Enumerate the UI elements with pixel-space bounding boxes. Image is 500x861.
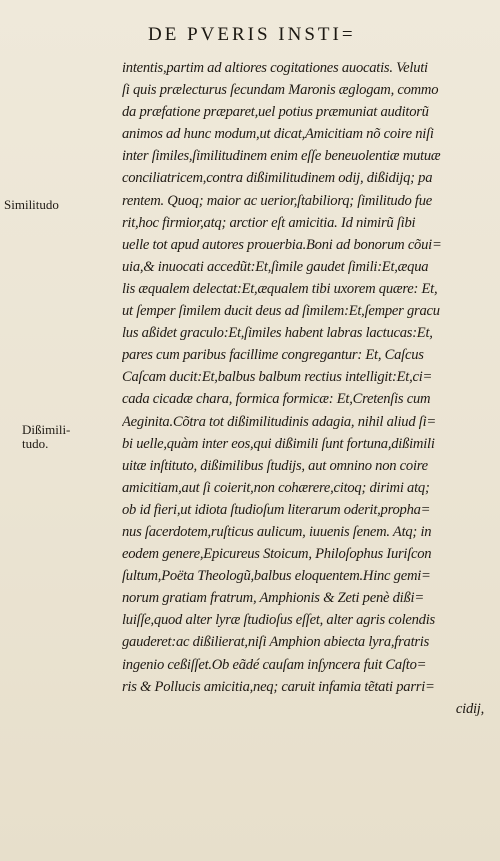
text-line: Caſcam ducit:Et,balbus balbum rectius intelligit:Et,ci= xyxy=(122,369,433,386)
text-line: eodem genere,Epicureus Stoicum, Philoſophus Iuriſcon xyxy=(122,546,432,563)
text-line: ris & Pollucis amicitia,neq; caruit infamia tẽtati parri= xyxy=(122,678,435,695)
text-line: rentem. Quoq; maior ac uerior,ſtabiliorq; ſimilitudo fue xyxy=(122,192,433,209)
text-line: uia,& inuocati accedũt:Et,ſimile gaudet ſimili:Et,æqua xyxy=(122,258,429,275)
text-line: ingenio ceßiſſet.Ob eãdé cauſam inſyncera fuit Caſto= xyxy=(122,656,427,673)
text-line: uelle tot apud autores prouerbia.Boni ad bonorum cõui= xyxy=(122,236,442,253)
catchword: cidij, xyxy=(455,700,484,717)
text-line: lis æqualem delectat:Et,æqualem tibi uxorem quære: Et, xyxy=(122,280,438,297)
text-line: luiſſe,quod alter lyræ ſtudioſus eſſet, alter agris colendis xyxy=(122,612,435,629)
text-line: lus aßidet graculo:Et,ſimiles habent labras lactucas:Et, xyxy=(122,325,433,342)
body-text xyxy=(122,57,494,720)
marginal-note-line: tudo. xyxy=(22,436,49,451)
text-line: ſi quis prælecturus ſecundam Maronis æglogam, commo xyxy=(122,82,439,99)
text-line: amicitiam,aut ſi coierit,non cohærere,citoq; dirimi atq; xyxy=(122,479,430,496)
marginal-note-similitudo xyxy=(4,198,114,212)
marginal-note-dissimilitudo xyxy=(22,423,132,451)
text-line: ob id fieri,ut idiota ſtudioſum literarum oderit,propha= xyxy=(122,501,431,518)
marginal-note-line: Dißimili- xyxy=(22,422,71,437)
text-line: conciliatricem,contra dißimilitudinem odij, dißidijq; pa xyxy=(122,170,433,187)
text-line: intentis,partim ad altiores cogitationes auocatis. Veluti xyxy=(122,60,428,76)
text-line: cada cicadæ chara, formica formicæ: Et,Cretenſis cum xyxy=(122,391,431,408)
text-line: norum gratiam fratrum, Amphionis & Zeti penè dißi= xyxy=(122,590,424,607)
text-line: nus ſacerdotem,ruſticus aulicum, iuuenis ſenem. Atq; in xyxy=(122,523,432,540)
text-line: ut ſemper ſimilem ducit deus ad ſimilem:Et,ſemper gracu xyxy=(122,303,440,320)
text-line: ſultum,Poëta Theologũ,balbus eloquentem.Hinc gemi= xyxy=(122,568,431,585)
text-line: da præfatione præparet,uel potius præmuniat auditorũ xyxy=(122,104,429,121)
text-line: uitæ inſtituto, dißimilibus ſtudijs, aut omnino non coire xyxy=(122,457,428,474)
text-line: animos ad hunc modum,ut dicat,Amicitiam nõ coire niſi xyxy=(122,126,434,143)
running-head: DE PVERIS INSTI= xyxy=(148,24,356,45)
text-line: Aeginita.Cõtra tot dißimilitudinis adagia, nihil aliud ſi= xyxy=(122,413,436,430)
text-line: inter ſimiles,ſimilitudinem enim eſſe beneuolentiæ mutuæ xyxy=(122,148,441,165)
text-line: pares cum paribus facillime congregantur: Et, Caſcus xyxy=(122,347,424,364)
text-line: bi uelle,quàm inter eos,qui dißimili ſunt fortuna,dißimili xyxy=(122,435,435,452)
text-line: gauderet:ac dißilierat,niſi Amphion abiecta lyra,fratris xyxy=(122,634,430,651)
marginal-note-line: Similitudo xyxy=(4,197,59,212)
text-line: rit,hoc firmior,atq; arctior eſt amicitia. Id nimirũ ſibi xyxy=(122,214,416,231)
